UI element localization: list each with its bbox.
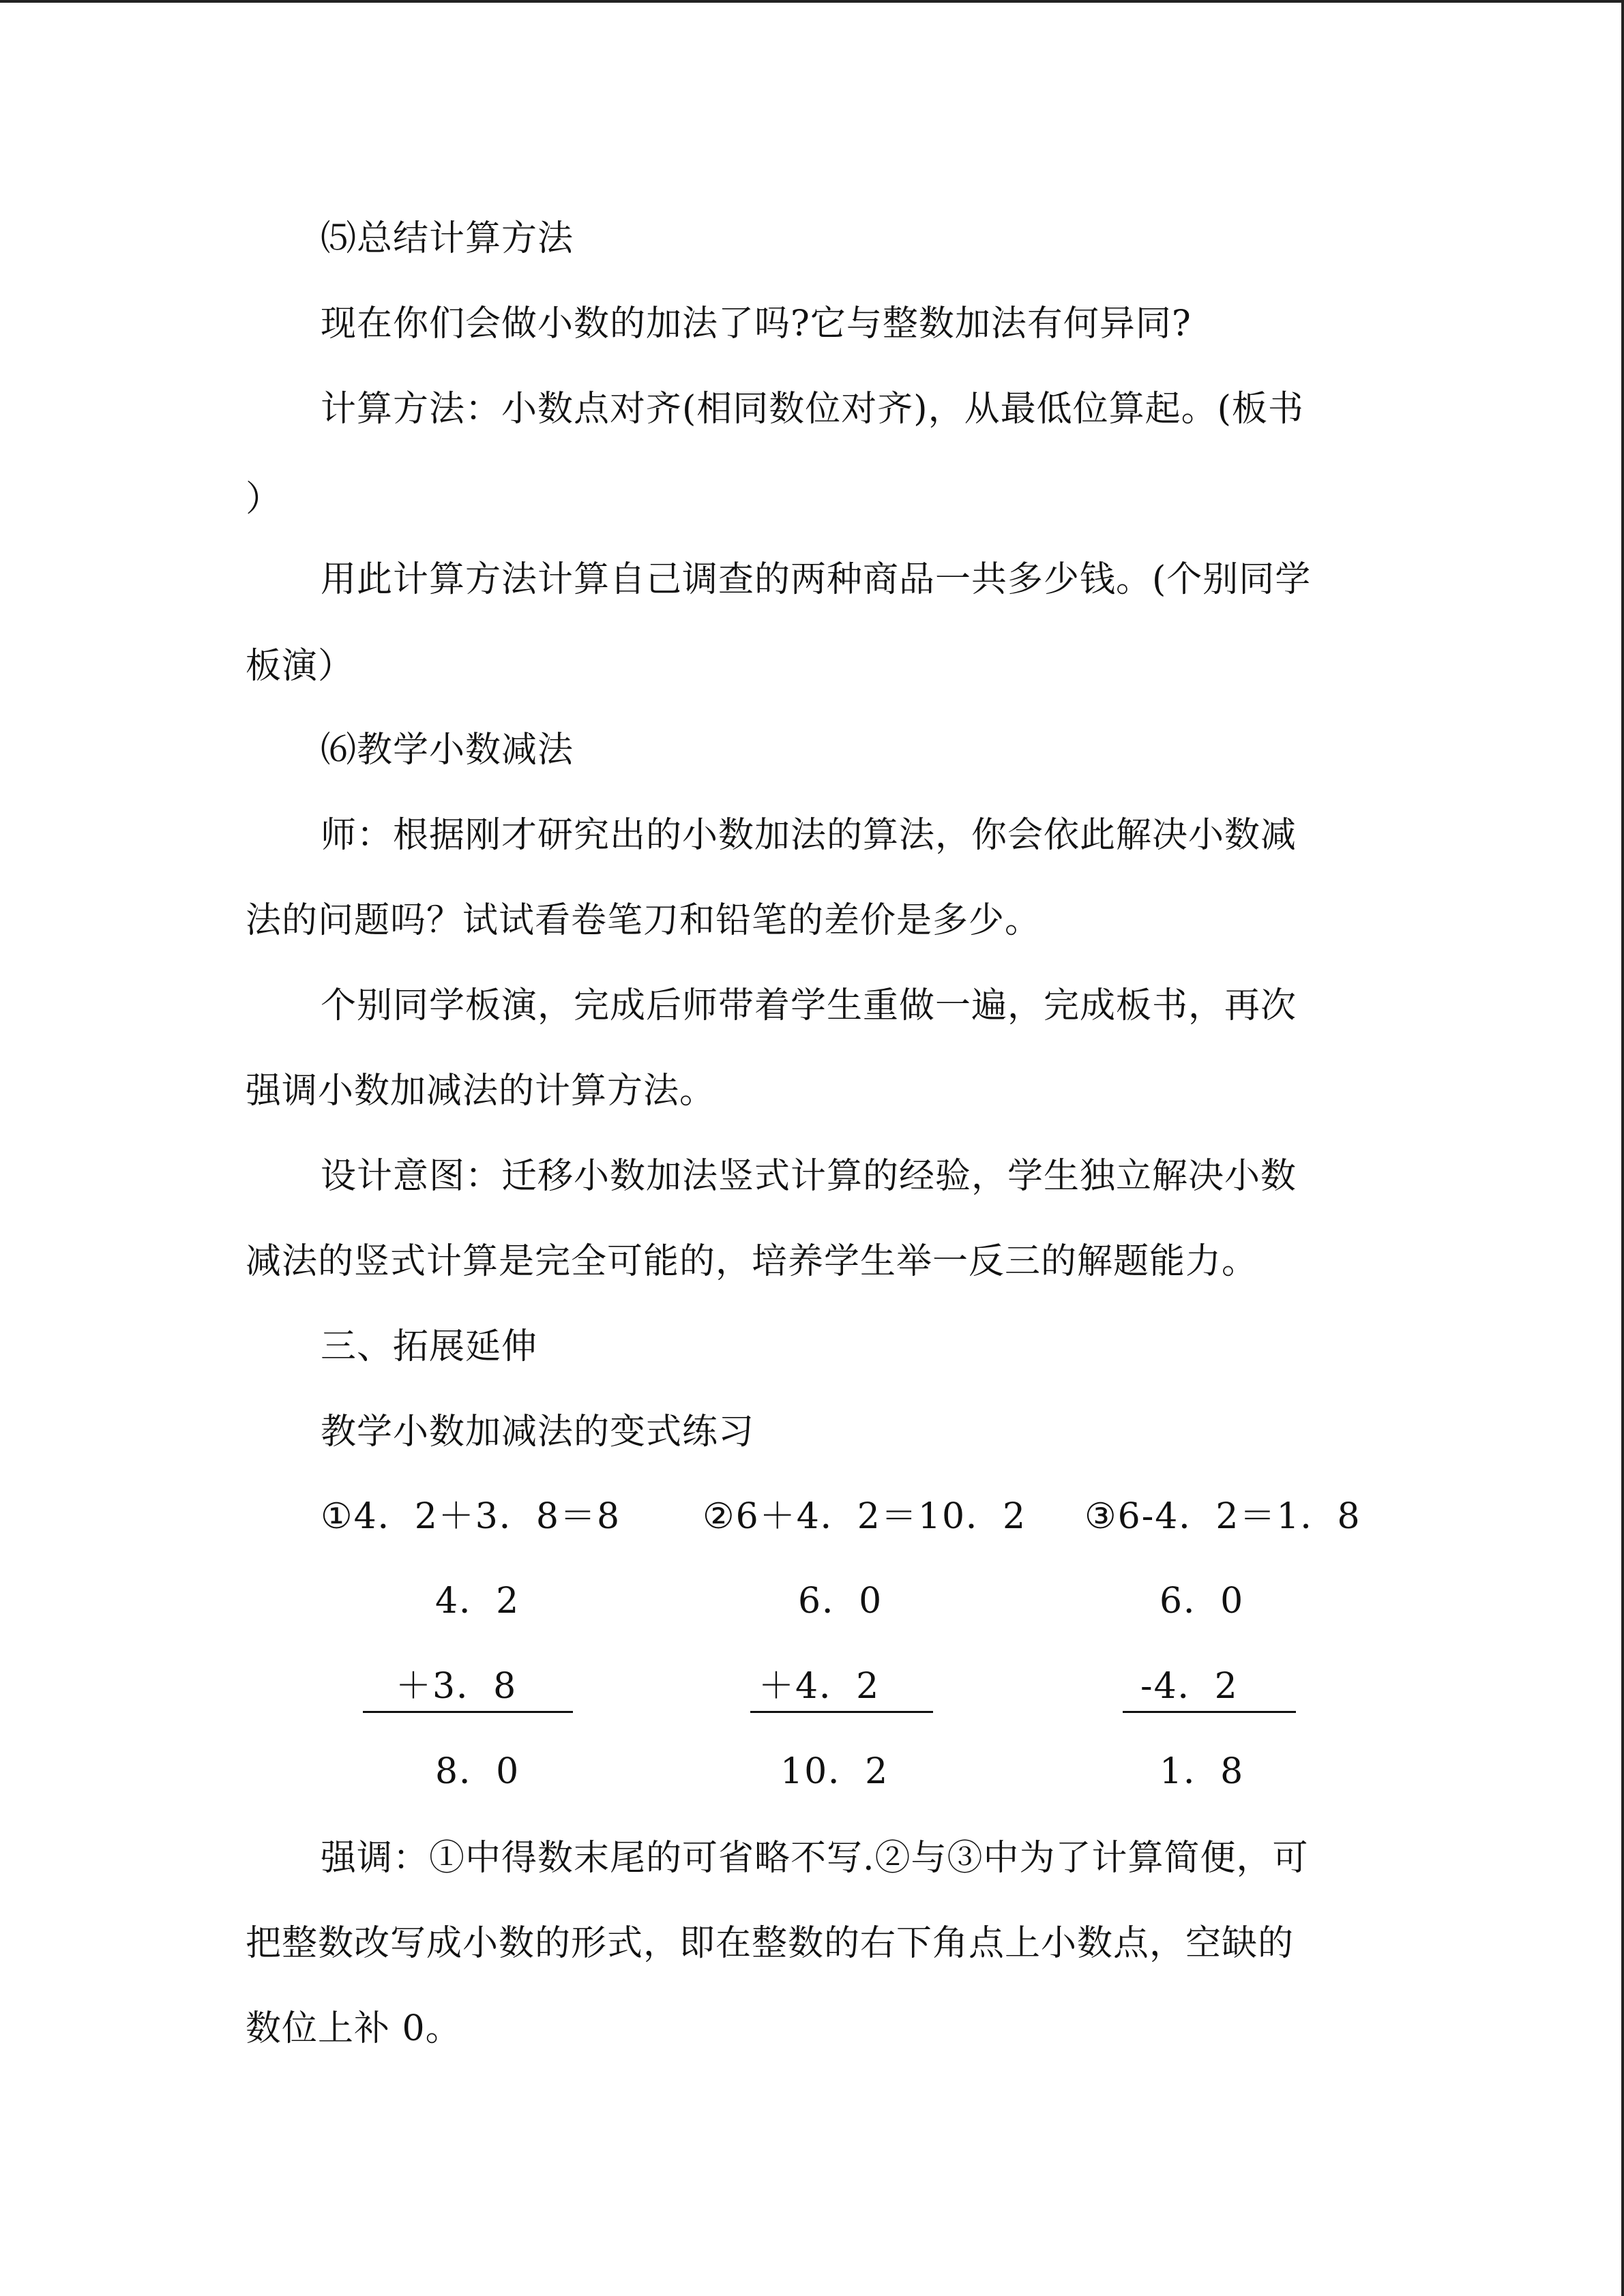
section-heading-3: 三、拓展延伸 <box>321 1326 538 1367</box>
exercise-2-equation: ②6＋4．2＝10．2 <box>703 1496 1027 1537</box>
exercise-2-result: 10．2 <box>780 1751 889 1792</box>
exercise-3-operand: -4．2 <box>1140 1666 1239 1707</box>
paragraph-question: 现在你们会做小数的加法了吗?它与整数加法有何异同? <box>321 303 1192 344</box>
exercise-2-top-number: 6．0 <box>798 1581 883 1622</box>
page-right-border <box>1621 0 1624 2296</box>
paragraph-apply-line2: 板演） <box>246 646 355 687</box>
practice-title: 教学小数加减法的变式练习 <box>321 1412 755 1452</box>
exercise-1-operand: ＋3．8 <box>396 1666 518 1707</box>
exercise-1-top-number: 4．2 <box>435 1581 520 1622</box>
exercise-3-difference-line <box>1123 1711 1296 1713</box>
paragraph-apply-line1: 用此计算方法计算自己调查的两种商品一共多少钱。(个别同学 <box>321 559 1312 600</box>
exercise-1-sum-line <box>363 1711 573 1713</box>
exercise-2-operand: ＋4．2 <box>758 1666 881 1707</box>
emphasis-line1: 强调：①中得数末尾的可省略不写.②与③中为了计算简便，可 <box>321 1838 1309 1879</box>
paragraph-design-line2: 减法的竖式计算是完全可能的，培养学生举一反三的解题能力。 <box>246 1241 1258 1282</box>
exercise-2-sum-line <box>750 1711 933 1713</box>
section-heading-6: ⑹教学小数减法 <box>321 730 574 771</box>
paragraph-board-line2: 强调小数加减法的计算方法。 <box>246 1071 716 1112</box>
paragraph-method-line1: 计算方法：小数点对齐(相同数位对齐)，从最低位算起。(板书 <box>321 389 1304 430</box>
paragraph-method-line2: ） <box>246 479 282 520</box>
paragraph-teacher-line2: 法的问题吗？试试看卷笔刀和铅笔的差价是多少。 <box>246 900 1042 941</box>
paragraph-teacher-line1: 师：根据刚才研究出的小数加法的算法，你会依此解决小数减 <box>321 815 1297 856</box>
paragraph-design-line1: 设计意图：迁移小数加法竖式计算的经验，学生独立解决小数 <box>321 1156 1297 1197</box>
paragraph-board-line1: 个别同学板演，完成后师带着学生重做一遍，完成板书，再次 <box>321 985 1297 1026</box>
section-heading-5: ⑸总结计算方法 <box>321 218 574 259</box>
exercise-3-result: 1．8 <box>1160 1751 1245 1792</box>
emphasis-line2: 把整数改写成小数的形式，即在整数的右下角点上小数点，空缺的 <box>246 1923 1295 1964</box>
exercise-3-top-number: 6．0 <box>1160 1581 1245 1622</box>
exercise-1-result: 8．0 <box>435 1751 520 1792</box>
exercise-1-equation: ①4．2＋3．8＝8 <box>321 1496 621 1537</box>
page-top-border <box>0 0 1624 3</box>
exercise-3-equation: ③6-4．2＝1．8 <box>1084 1496 1361 1537</box>
emphasis-line3: 数位上补 0。 <box>246 2008 462 2049</box>
